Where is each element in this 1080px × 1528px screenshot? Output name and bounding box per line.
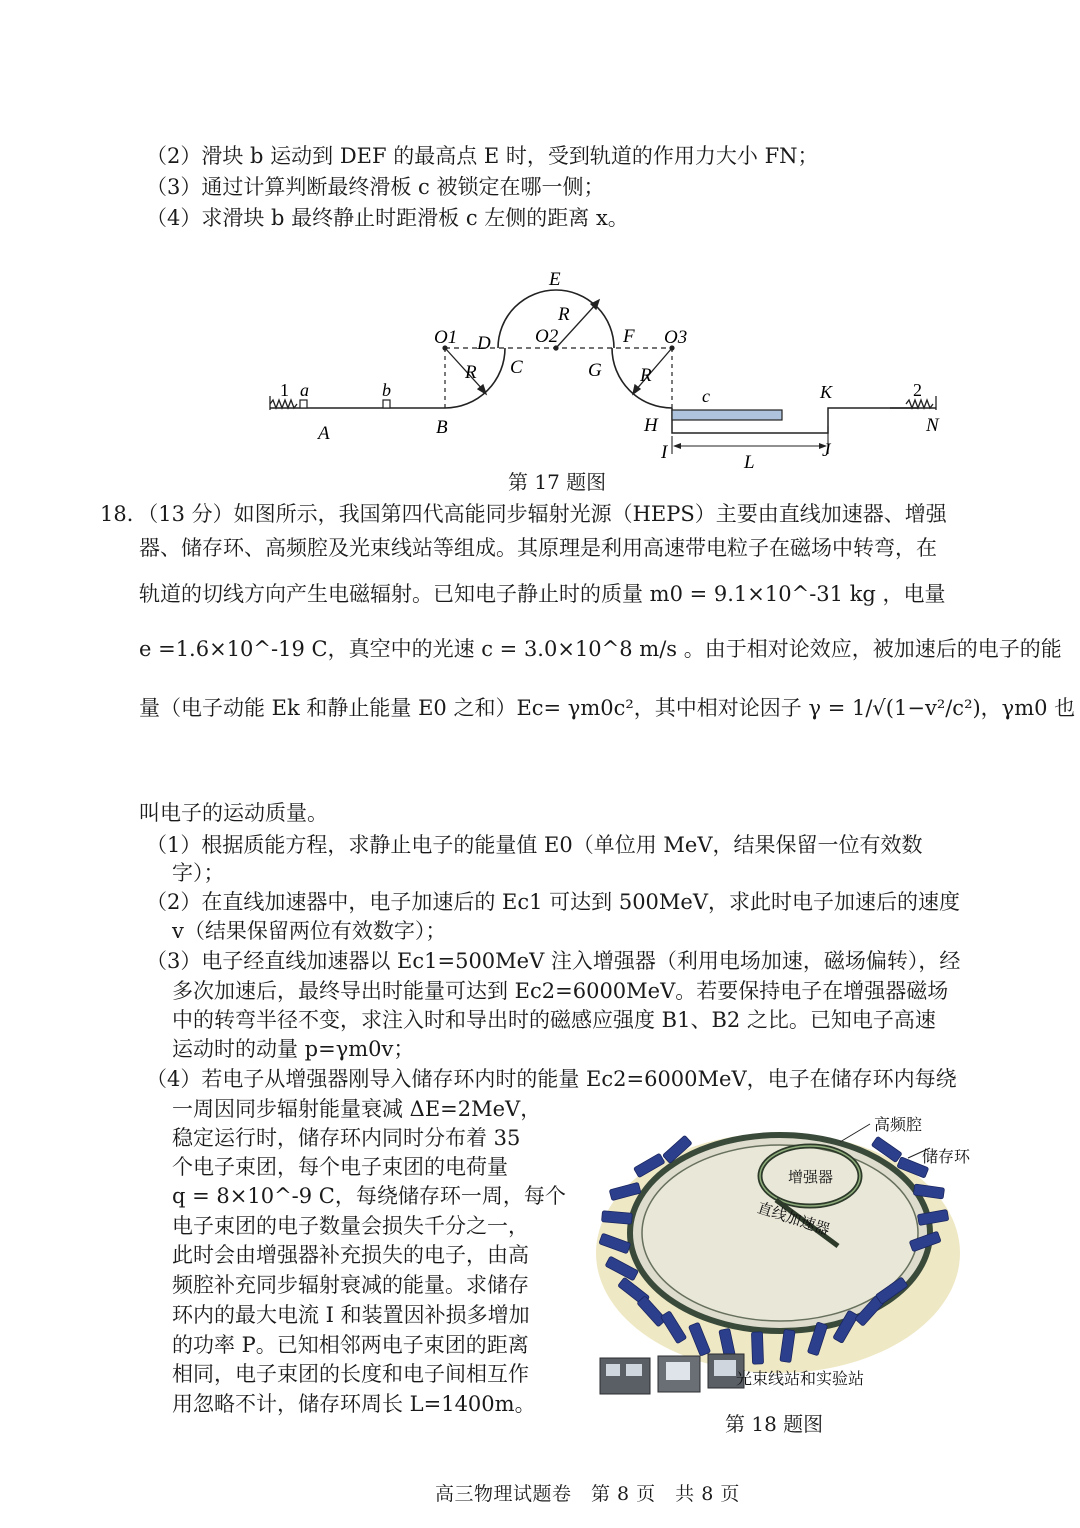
label-r-right: R: [640, 365, 652, 386]
slider-a: [300, 400, 307, 408]
label-o2: O2: [535, 326, 559, 347]
page-footer: 高三物理试题卷 第 8 页 共 8 页: [435, 1483, 740, 1505]
label-f: F: [623, 326, 635, 347]
label-rf-cavity: 高频腔: [874, 1117, 923, 1134]
label-b-point: B: [436, 417, 448, 438]
q17-part-4: （4）求滑块 b 最终静止时距滑板 c 左侧的距离 x。: [146, 206, 629, 230]
q18-part-3c: 中的转弯半径不变，求注入时和导出时的磁感应强度 B1、B2 之比。已知电子高速: [172, 1008, 936, 1032]
label-a: a: [300, 380, 309, 400]
q18-part-3d: 运动时的动量 p=γm0v；: [172, 1037, 415, 1061]
q18-part-2a: （2）在直线加速器中，电子加速后的 Ec1 可达到 500MeV，求此时电子加速后的速度: [146, 890, 961, 914]
figure-17-caption: 第 17 题图: [508, 470, 607, 494]
label-booster: 增强器: [788, 1170, 834, 1186]
q18-part-4l: 用忽略不计，储存环周长 L=1400m。: [172, 1392, 536, 1416]
q18-part-4i: 环内的最大电流 I 和装置因补损多增加: [172, 1303, 530, 1327]
q18-part-4g: 此时会由增强器补充损失的电子，由高: [172, 1243, 529, 1267]
q17-part-3: （3）通过计算判断最终滑板 c 被锁定在哪一侧；: [146, 175, 605, 199]
label-h: H: [644, 415, 658, 436]
q18-part-1a: （1）根据质能方程，求静止电子的能量值 E0（单位用 MeV，结果保留一位有效数: [146, 833, 923, 857]
q18-part-1b: 字）；: [172, 861, 225, 885]
q18-part-3b: 多次加速后，最终导出时能量可达到 Ec2=6000MeV。若要保持电子在增强器磁场: [172, 979, 949, 1003]
q18-part-4f: 电子束团的电子数量会损失千分之一，: [172, 1214, 529, 1238]
label-j: J: [822, 440, 831, 461]
q18-line-6: 叫电子的运动质量。: [139, 801, 328, 825]
label-i: I: [661, 442, 668, 463]
figure-18-heps-illustration: [588, 1108, 978, 1410]
label-o3: O3: [664, 327, 688, 348]
label-g: G: [588, 360, 602, 381]
q18-part-4h: 频腔补充同步辐射衰减的能量。求储存: [172, 1273, 529, 1297]
q18-part-4c: 稳定运行时，储存环内同时分布着 35: [172, 1126, 521, 1150]
q18-line-2: 器、储存环、高频腔及光束线站等组成。其原理是利用高速带电粒子在磁场中转弯，在: [139, 536, 937, 560]
label-r-left: R: [465, 362, 477, 383]
q18-part-4b: 一周因同步辐射能量衰减 ΔE=2MeV，: [172, 1097, 542, 1121]
q18-part-4d: 个电子束团，每个电子束团的电荷量: [172, 1155, 508, 1179]
label-d: D: [477, 333, 491, 354]
q18-part-4k: 相同，电子束团的长度和电子间相互作: [172, 1362, 529, 1386]
label-linac: 直线加速器: [755, 1200, 832, 1239]
label-b: b: [382, 380, 391, 400]
q18-line-5: 量（电子动能 Ek 和静止能量 E0 之和）Ec= γm0c²，其中相对论因子 γ = 1/√(1−v²/c²)，γm0 也: [139, 696, 1076, 720]
q18-line-3: 轨道的切线方向产生电磁辐射。已知电子静止时的质量 m0 = 9.1×10^-31 kg ，电量: [139, 582, 946, 606]
q18-part-3a: （3）电子经直线加速器以 Ec1=500MeV 注入增强器（利用电场加速，磁场偏转），经: [146, 949, 961, 973]
q18-part-4a: （4）若电子从增强器刚导入储存环内时的能量 Ec2=6000MeV，电子在储存环内每绕: [146, 1067, 957, 1091]
figure-17-track-diagram: [250, 258, 970, 473]
label-plank-c: c: [702, 386, 710, 406]
q18-line-1: 18．（13 分）如图所示，我国第四代高能同步辐射光源（HEPS）主要由直线加速器、增强: [100, 502, 947, 526]
slider-b: [383, 400, 390, 408]
label-a-ground: A: [318, 423, 330, 444]
label-k: K: [820, 382, 833, 402]
label-o1: O1: [434, 327, 458, 348]
plank-c: [672, 410, 782, 420]
q18-part-2b: v（结果保留两位有效数字）；: [172, 919, 447, 943]
figure-18-caption: 第 18 题图: [725, 1412, 824, 1436]
label-n: N: [926, 415, 939, 436]
label-1: 1: [280, 380, 289, 400]
label-l: L: [744, 452, 755, 473]
experiment-stations: [600, 1354, 744, 1394]
label-e: E: [549, 269, 561, 290]
label-2: 2: [913, 380, 922, 400]
label-r-top: R: [558, 304, 570, 325]
q17-part-2: （2）滑块 b 运动到 DEF 的最高点 E 时，受到轨道的作用力大小 FN；: [146, 144, 819, 168]
q18-line-4: e =1.6×10^-19 C，真空中的光速 c = 3.0×10^8 m/s 。由于相对论效应，被加速后的电子的能: [139, 637, 1062, 661]
q18-part-4j: 的功率 P。已知相邻两电子束团的距离: [172, 1333, 529, 1357]
label-storage-ring: 储存环: [922, 1149, 971, 1166]
label-beamline: 光束线站和实验站: [736, 1371, 865, 1388]
label-c-point: C: [510, 357, 523, 378]
q18-part-4e: q = 8×10^-9 C，每绕储存环一周，每个: [172, 1184, 566, 1208]
